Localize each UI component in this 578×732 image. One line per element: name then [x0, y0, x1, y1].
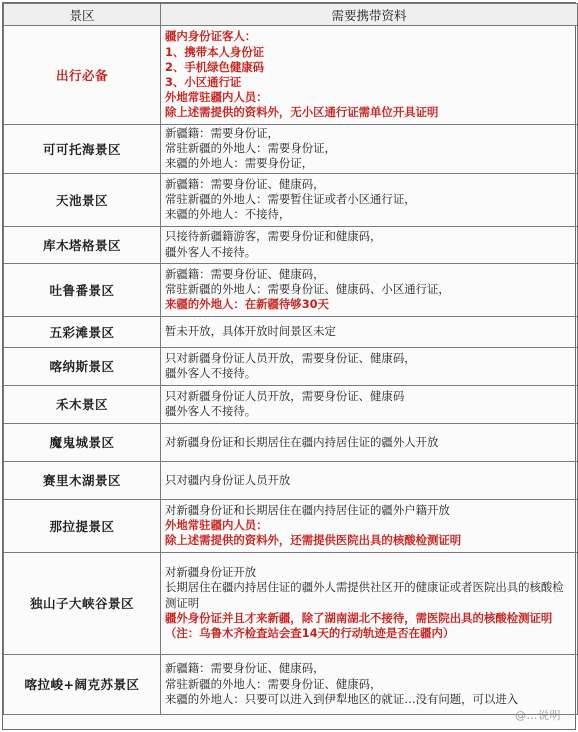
required-documents-cell	[161, 461, 578, 499]
highlight-requirement-line: 疆内身份证客人：	[165, 29, 257, 44]
highlight-requirement-line: 除上述需提供的资料外，还需提供医院出具的核酸检测证明	[165, 533, 462, 548]
scenic-area-requirements-sheet	[2, 2, 576, 730]
watermark-text: @…说明	[515, 709, 561, 722]
requirement-line: 来疆的外地人：只要可以进入到伊犁地区的就证…没有问题，可以进入	[165, 691, 519, 706]
scenic-area-name: 喀纳斯景区	[4, 347, 161, 385]
requirement-line: 对新疆身份证和长期居住在疆内持居住证的疆外户籍开放	[165, 502, 450, 517]
requirement-line: 常驻新疆的外地人：需要身份证，	[165, 141, 336, 156]
scenic-area-name: 那拉提景区	[4, 499, 161, 552]
requirement-line: 疆外客人不接待。	[165, 404, 257, 419]
requirement-line: 长期居住在疆内持居住证的疆外人需提供社区开的健康证或者医院出具的核酸检测证明	[165, 580, 564, 610]
requirement-line: 暂未开放，具体开放时间景区未定	[165, 324, 336, 338]
required-documents-cell	[161, 226, 578, 263]
table-header-row	[4, 4, 578, 26]
required-documents-cell	[161, 26, 578, 125]
header-scenic-area: 景区	[4, 4, 161, 26]
requirement-line: 对新疆身份证和长期居住在疆内持居住证的疆外人开放	[165, 434, 439, 449]
table-row	[4, 173, 578, 226]
table-row	[4, 499, 578, 552]
requirement-line: 对新疆身份证开放	[165, 565, 257, 580]
required-documents-cell	[161, 347, 578, 385]
scenic-area-name: 赛里木湖景区	[4, 461, 161, 499]
requirement-line: 只对疆内身份证人员开放	[165, 472, 291, 487]
scenic-area-name: 禾木景区	[4, 385, 161, 423]
table-body	[4, 26, 578, 715]
requirement-line: 常驻新疆的外地人：需要身份证、健康码、小区通行证，	[165, 282, 450, 296]
highlight-requirement-line: 1、携带本人身份证	[165, 44, 265, 59]
header-required-documents: 需要携带资料	[161, 4, 578, 26]
table-row	[4, 347, 578, 385]
requirement-line: 新疆籍：需要身份证、健康码，	[165, 661, 325, 676]
requirement-line: 只对新疆身份证人员开放，需要身份证、健康码	[165, 388, 405, 403]
table-row	[4, 26, 578, 125]
scenic-area-name: 喀拉峻+阔克苏景区	[4, 654, 161, 714]
table-row	[4, 423, 578, 461]
requirement-line: 新疆籍：需要身份证，	[165, 126, 279, 140]
required-documents-cell	[161, 316, 578, 347]
highlight-requirement-line: 来疆的外地人：在新疆待够30天	[165, 297, 329, 312]
requirement-line: 疆外客人不接待。	[165, 244, 257, 259]
required-documents-cell	[161, 654, 578, 714]
highlight-requirement-line: 除上述需提供的资料外，无小区通行证需单位开具证明	[165, 105, 439, 120]
requirement-line: 疆外客人不接待。	[165, 366, 257, 381]
highlight-requirement-line: 3、小区通行证	[165, 75, 242, 89]
table-row	[4, 552, 578, 654]
scenic-area-name: 天池景区	[4, 173, 161, 226]
requirement-line: 只对新疆身份证人员开放，需要身份证、健康码，	[165, 350, 416, 365]
required-documents-cell	[161, 263, 578, 316]
required-documents-cell	[161, 499, 578, 552]
requirement-line: 新疆籍：需要身份证、健康码，	[165, 176, 325, 191]
required-documents-cell	[161, 173, 578, 226]
highlight-requirement-line: 2、手机绿色健康码	[165, 59, 265, 74]
required-documents-cell	[161, 423, 578, 461]
table-row	[4, 226, 578, 263]
scenic-area-name: 五彩滩景区	[4, 316, 161, 347]
requirements-table	[3, 3, 578, 715]
requirement-line: 来疆的外地人：不接待，	[165, 207, 291, 222]
table-row	[4, 461, 578, 499]
scenic-area-name: 独山子大峡谷景区	[4, 552, 161, 654]
table-row	[4, 654, 578, 714]
requirement-line: 只接待新疆籍游客，需要身份证和健康码，	[165, 229, 382, 244]
required-documents-cell	[161, 125, 578, 174]
requirement-line: 常驻新疆的外地人：需要身份证、健康码，	[165, 676, 382, 691]
table-row	[4, 263, 578, 316]
scenic-area-name: 库木塔格景区	[4, 226, 161, 263]
scenic-area-name: 出行必备	[4, 26, 161, 125]
required-documents-cell	[161, 385, 578, 423]
highlight-requirement-line: 外地常驻疆内人员：	[165, 90, 268, 105]
highlight-requirement-line: 外地常驻疆内人员：	[165, 518, 268, 532]
required-documents-cell	[161, 552, 578, 654]
requirement-line: 来疆的外地人：需要身份证，	[165, 156, 314, 171]
table-row	[4, 125, 578, 174]
requirement-line: 新疆籍：需要身份证、健康码，	[165, 266, 325, 281]
table-row	[4, 385, 578, 423]
scenic-area-name: 可可托海景区	[4, 125, 161, 174]
requirement-line: 常驻新疆的外地人：需要暂住证或者小区通行证，	[165, 192, 416, 206]
table-row	[4, 316, 578, 347]
scenic-area-name: 魔鬼城景区	[4, 423, 161, 461]
scenic-area-name: 吐鲁番景区	[4, 263, 161, 316]
highlight-requirement-line: 疆外身份证并且才来新疆，除了湖南湖北不接待，需医院出具的核酸检测证明（注：乌鲁木齐检查站会查14天的行动轨迹是否在疆内）	[165, 610, 553, 640]
